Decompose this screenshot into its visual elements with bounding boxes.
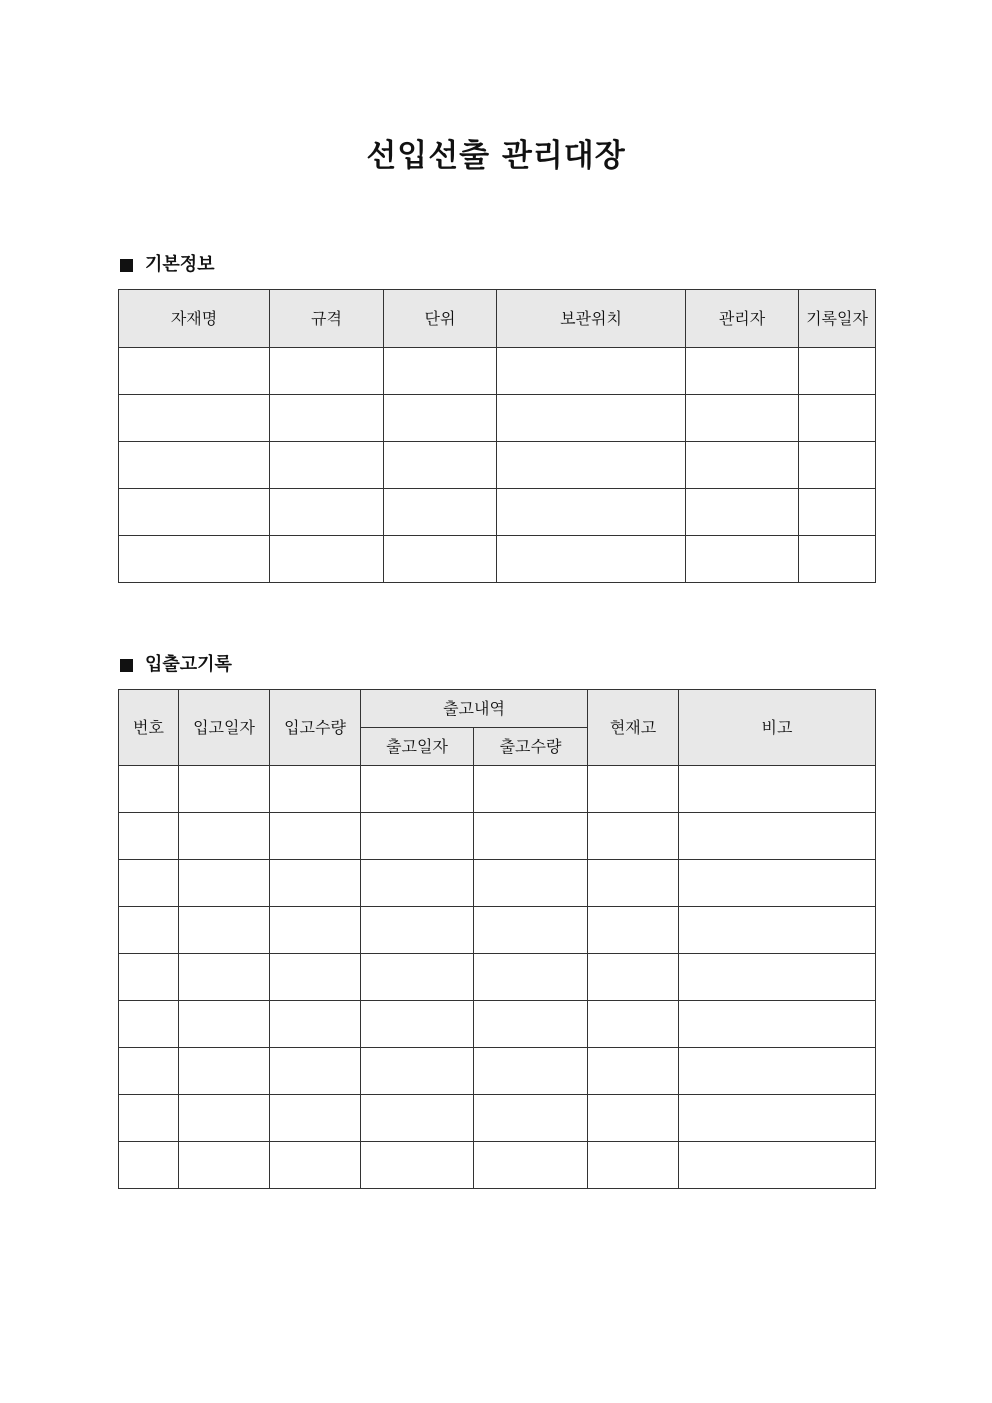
table-cell-empty[interactable] xyxy=(361,907,474,954)
table-row xyxy=(119,860,876,907)
column-header-unit: 단위 xyxy=(384,290,497,348)
table-row xyxy=(119,954,876,1001)
table-cell-empty[interactable] xyxy=(119,1001,179,1048)
table-cell-empty[interactable] xyxy=(474,954,588,1001)
table-cell-empty[interactable] xyxy=(179,813,270,860)
section-heading-io-records xyxy=(120,653,232,677)
section-heading-basic-info xyxy=(120,253,215,277)
table-cell-empty[interactable] xyxy=(799,489,876,536)
table-cell-empty[interactable] xyxy=(179,907,270,954)
table-cell-empty[interactable] xyxy=(474,766,588,813)
black-square-icon xyxy=(120,259,133,272)
table-cell-empty[interactable] xyxy=(361,860,474,907)
table-cell-empty[interactable] xyxy=(799,348,876,395)
table-cell-empty[interactable] xyxy=(588,1048,679,1095)
table-cell-empty[interactable] xyxy=(119,1095,179,1142)
table-cell-empty[interactable] xyxy=(686,442,799,489)
column-header-in-qty: 입고수량 xyxy=(270,690,361,766)
table-cell-empty[interactable] xyxy=(679,860,876,907)
table-cell-empty[interactable] xyxy=(497,536,686,583)
table-row xyxy=(119,395,876,442)
table-cell-empty[interactable] xyxy=(474,907,588,954)
table-row xyxy=(119,536,876,583)
table-row xyxy=(119,348,876,395)
column-header-out-group: 출고내역 xyxy=(361,690,588,728)
table-cell-empty[interactable] xyxy=(384,536,497,583)
table-cell-empty[interactable] xyxy=(119,813,179,860)
table-cell-empty[interactable] xyxy=(119,1142,179,1189)
table-cell-empty[interactable] xyxy=(179,1001,270,1048)
table-cell-empty[interactable] xyxy=(361,766,474,813)
column-header-out-date: 출고일자 xyxy=(361,728,474,766)
table-cell-empty[interactable] xyxy=(179,954,270,1001)
table-cell-empty[interactable] xyxy=(588,813,679,860)
table-cell-empty[interactable] xyxy=(361,1095,474,1142)
table-row xyxy=(119,766,876,813)
column-header-material-name: 자재명 xyxy=(119,290,270,348)
table-cell-empty[interactable] xyxy=(497,395,686,442)
table-cell-empty[interactable] xyxy=(119,766,179,813)
table-cell-empty[interactable] xyxy=(179,1048,270,1095)
table-row xyxy=(119,1048,876,1095)
basic-info-table xyxy=(118,289,876,583)
table-cell-empty[interactable] xyxy=(686,489,799,536)
table-cell-empty[interactable] xyxy=(497,489,686,536)
column-header-manager: 관리자 xyxy=(686,290,799,348)
column-header-remarks: 비고 xyxy=(679,690,876,766)
table-cell-empty[interactable] xyxy=(679,907,876,954)
table-cell-empty[interactable] xyxy=(270,395,384,442)
io-records-table xyxy=(118,689,876,1189)
table-cell-empty[interactable] xyxy=(270,1095,361,1142)
column-header-spec: 규격 xyxy=(270,290,384,348)
table-cell-empty[interactable] xyxy=(119,348,270,395)
table-cell-empty[interactable] xyxy=(679,766,876,813)
table-cell-empty[interactable] xyxy=(679,1142,876,1189)
table-cell-empty[interactable] xyxy=(179,1142,270,1189)
table-cell-empty[interactable] xyxy=(384,489,497,536)
table-header-row xyxy=(119,290,876,348)
table-cell-empty[interactable] xyxy=(588,766,679,813)
table-cell-empty[interactable] xyxy=(270,348,384,395)
table-cell-empty[interactable] xyxy=(270,860,361,907)
table-cell-empty[interactable] xyxy=(384,395,497,442)
black-square-icon xyxy=(120,659,133,672)
table-cell-empty[interactable] xyxy=(270,1048,361,1095)
section-heading-label: 입출고기록 xyxy=(145,654,232,675)
table-row xyxy=(119,1095,876,1142)
table-cell-empty[interactable] xyxy=(686,395,799,442)
table-cell-empty[interactable] xyxy=(270,536,384,583)
table-cell-empty[interactable] xyxy=(679,1001,876,1048)
table-cell-empty[interactable] xyxy=(179,860,270,907)
table-cell-empty[interactable] xyxy=(179,1095,270,1142)
table-row xyxy=(119,489,876,536)
table-cell-empty[interactable] xyxy=(799,536,876,583)
table-cell-empty[interactable] xyxy=(679,1048,876,1095)
table-cell-empty[interactable] xyxy=(474,860,588,907)
table-row xyxy=(119,1142,876,1189)
table-cell-empty[interactable] xyxy=(679,813,876,860)
table-header-row xyxy=(119,690,876,728)
table-cell-empty[interactable] xyxy=(474,1001,588,1048)
table-cell-empty[interactable] xyxy=(686,536,799,583)
table-cell-empty[interactable] xyxy=(119,442,270,489)
table-cell-empty[interactable] xyxy=(679,1095,876,1142)
table-cell-empty[interactable] xyxy=(474,1095,588,1142)
column-header-number: 번호 xyxy=(119,690,179,766)
table-cell-empty[interactable] xyxy=(588,1001,679,1048)
table-cell-empty[interactable] xyxy=(119,536,270,583)
table-cell-empty[interactable] xyxy=(119,1048,179,1095)
table-cell-empty[interactable] xyxy=(679,954,876,1001)
table-cell-empty[interactable] xyxy=(497,442,686,489)
table-cell-empty[interactable] xyxy=(384,348,497,395)
table-cell-empty[interactable] xyxy=(799,395,876,442)
table-cell-empty[interactable] xyxy=(361,1001,474,1048)
table-row xyxy=(119,442,876,489)
table-cell-empty[interactable] xyxy=(799,442,876,489)
table-cell-empty[interactable] xyxy=(270,813,361,860)
table-cell-empty[interactable] xyxy=(270,489,384,536)
column-header-current-stock: 현재고 xyxy=(588,690,679,766)
table-cell-empty[interactable] xyxy=(361,1048,474,1095)
section-heading-label: 기본정보 xyxy=(145,254,215,275)
table-row xyxy=(119,1001,876,1048)
table-cell-empty[interactable] xyxy=(361,954,474,1001)
table-cell-empty[interactable] xyxy=(270,1001,361,1048)
table-cell-empty[interactable] xyxy=(361,813,474,860)
table-cell-empty[interactable] xyxy=(588,1142,679,1189)
table-cell-empty[interactable] xyxy=(588,907,679,954)
column-header-record-date: 기록일자 xyxy=(799,290,876,348)
table-cell-empty[interactable] xyxy=(384,442,497,489)
table-cell-empty[interactable] xyxy=(270,907,361,954)
column-header-out-qty: 출고수량 xyxy=(474,728,588,766)
table-cell-empty[interactable] xyxy=(119,907,179,954)
table-cell-empty[interactable] xyxy=(119,860,179,907)
table-cell-empty[interactable] xyxy=(497,348,686,395)
table-row xyxy=(119,813,876,860)
table-cell-empty[interactable] xyxy=(686,348,799,395)
table-cell-empty[interactable] xyxy=(119,489,270,536)
table-cell-empty[interactable] xyxy=(270,954,361,1001)
page-title: 선입선출 관리대장 xyxy=(366,138,626,174)
table-cell-empty[interactable] xyxy=(588,1095,679,1142)
table-cell-empty[interactable] xyxy=(474,813,588,860)
table-cell-empty[interactable] xyxy=(270,1142,361,1189)
table-cell-empty[interactable] xyxy=(119,954,179,1001)
column-header-in-date: 입고일자 xyxy=(179,690,270,766)
table-cell-empty[interactable] xyxy=(474,1142,588,1189)
column-header-storage-location: 보관위치 xyxy=(497,290,686,348)
table-cell-empty[interactable] xyxy=(588,860,679,907)
table-row xyxy=(119,907,876,954)
table-cell-empty[interactable] xyxy=(270,766,361,813)
table-cell-empty[interactable] xyxy=(119,395,270,442)
table-cell-empty[interactable] xyxy=(361,1142,474,1189)
table-cell-empty[interactable] xyxy=(179,766,270,813)
table-cell-empty[interactable] xyxy=(270,442,384,489)
table-cell-empty[interactable] xyxy=(588,954,679,1001)
table-cell-empty[interactable] xyxy=(474,1048,588,1095)
